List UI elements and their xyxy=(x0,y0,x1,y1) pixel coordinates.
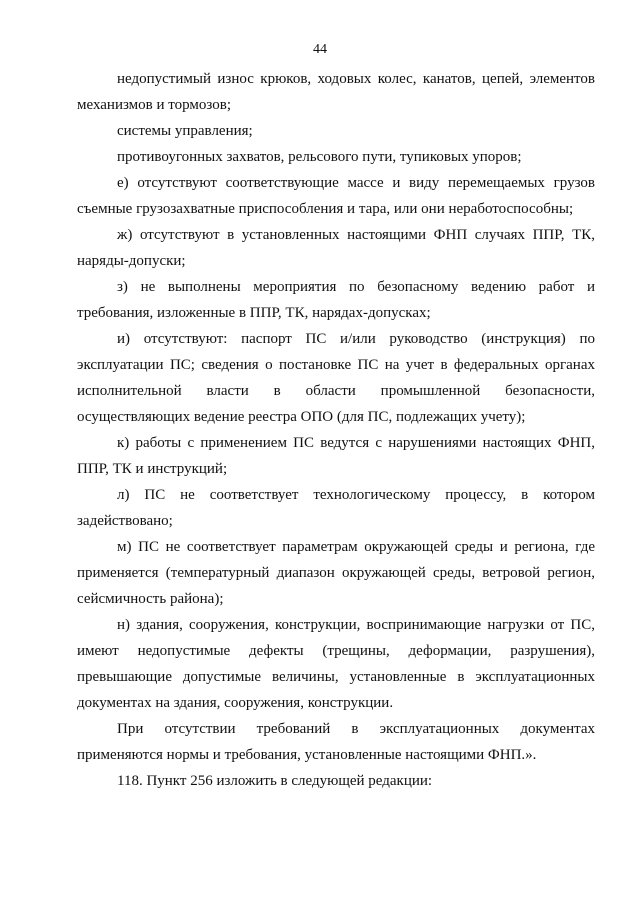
paragraph-item-118: 118. Пункт 256 изложить в следующей редакции: xyxy=(117,773,433,789)
paragraph-wear-defects: недопустимый износ крюков, ходовых колес, канатов, цепей, элементов механизмов и тормозов; xyxy=(77,71,595,113)
paragraph-item-k: к) работы с применением ПС ведутся с нарушениями настоящих ФНП, ППР, ТК и инструкций; xyxy=(77,435,595,477)
paragraph-item-zh: ж) отсутствуют в установленных настоящими ФНП случаях ППР, ТК, наряды-допуски; xyxy=(77,227,595,269)
page-number: 44 xyxy=(313,42,327,57)
paragraph-control-systems: системы управления; xyxy=(117,123,253,139)
document-body xyxy=(77,66,595,794)
paragraph-item-m: м) ПС не соответствует параметрам окружающей среды и региона, где применяется (температурный диапазон окружающей среды, ветровой регион, сейсмичность района); xyxy=(77,539,595,607)
paragraph-item-z: з) не выполнены мероприятия по безопасному ведению работ и требования, изложенные в ППР, ТК, нарядах-допусках; xyxy=(77,279,595,321)
paragraph-item-i: и) отсутствуют: паспорт ПС и/или руководство (инструкция) по эксплуатации ПС; сведения о постановке ПС на учет в федеральных органах исполнительной власти в области промышленной безопасности, осуществляющих ведение реестра ОПО (для ПС, подлежащих учету); xyxy=(77,331,595,425)
paragraph-anti-theft-grips: противоугонных захватов, рельсового пути, тупиковых упоров; xyxy=(117,149,522,165)
paragraph-item-n: н) здания, сооружения, конструкции, воспринимающие нагрузки от ПС, имеют недопустимые дефекты (трещины, деформации, разрушения), превышающие допустимые величины, установленные в эксплуатационных документах на здания, сооружения, конструкции. xyxy=(77,617,595,711)
paragraph-item-l: л) ПС не соответствует технологическому процессу, в котором задействовано; xyxy=(77,487,595,529)
paragraph-item-e: е) отсутствуют соответствующие массе и виду перемещаемых грузов съемные грузозахватные приспособления и тара, или они неработоспособны; xyxy=(77,175,595,217)
paragraph-absence-requirements: При отсутствии требований в эксплуатационных документах применяются нормы и требования, установленные настоящими ФНП.». xyxy=(77,721,595,763)
